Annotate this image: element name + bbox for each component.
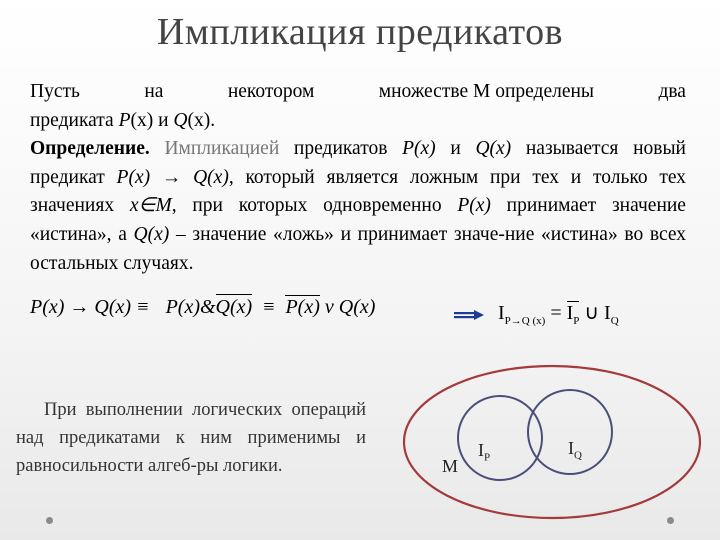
implies-arrow-icon [454,310,484,320]
set-i-p-complement [566,301,580,327]
text: и [435,138,476,160]
implication-expr: P(x) → Q(x) [116,166,229,188]
text: и [153,109,174,131]
universe-ellipse [404,366,700,518]
para1-line2 [30,107,686,136]
word: множестве М определены [378,81,595,102]
p-symbol: P [118,109,131,131]
set-i: I [566,302,574,324]
sub: Q [574,449,582,462]
text: , который является ложным при тех и только тех значениях [30,166,686,217]
text: (x) [130,109,154,131]
formula-mid-q-negated: Q(x) [215,296,253,318]
venn-svg [400,360,710,520]
definition-label: Определение. [30,138,150,160]
label-iq [568,438,582,462]
main-text [30,78,686,278]
set-sub-p: P [573,315,580,327]
set-i: I [498,302,505,324]
text: , при которых одновременно [171,195,458,217]
text: принимает значение «истина», а [30,195,686,245]
note-text [16,396,366,480]
formula-or-q: v Q(x) [324,296,376,318]
para1-line1 [30,78,686,107]
q-expr: Q(x) [133,223,170,245]
label-ip [478,440,490,464]
p-expr: P(x) [457,195,491,217]
formula-equiv: ≡ [263,296,275,318]
q-symbol: Q [173,109,188,131]
q-expr: Q(x) [475,138,512,160]
word: некотором [227,81,315,102]
i: I [568,438,574,458]
definition-term: Импликацией [164,138,280,160]
text: предиката [30,109,119,131]
formula-mid-p: P(x)& [165,296,216,318]
formula-lhs: P(x) → Q(x) ≡ [30,296,150,318]
set-sub-lhs: P→Q (x) [504,315,546,327]
label-m: M [442,456,459,476]
bullet-dot [46,517,53,524]
equivalence-formula [30,296,375,319]
text: предикатов [279,138,403,160]
word: на [144,81,164,102]
slide-title: Импликация предикатов [156,11,564,53]
venn-diagram [400,360,710,520]
text: называется новый предикат [30,138,686,188]
bullet-dot [667,517,674,524]
i: I [478,440,484,460]
x-in-m: x∈M [129,195,172,217]
definition-paragraph [30,135,686,278]
set-formula [498,300,619,327]
set-sub-q: Q [610,315,619,327]
text: . [210,109,216,131]
p-expr: P(x) [402,138,436,160]
text: – значение «ложь» и принимает значе-ние «истина» во всех остальных случаях. [30,223,687,274]
set-eq: = [550,302,562,324]
note-paragraph: При выполнении логических операций над предикатами к ним применимы и равносильности алгеб-ры логики. [16,400,366,476]
formula-p-negated: P(x) [285,296,320,318]
sub: P [484,451,491,464]
word: два [658,81,686,102]
word: Пусть [30,81,80,102]
union-symbol: ∪ [584,302,600,324]
text: (x) [187,109,211,131]
set-i: I [604,302,611,324]
